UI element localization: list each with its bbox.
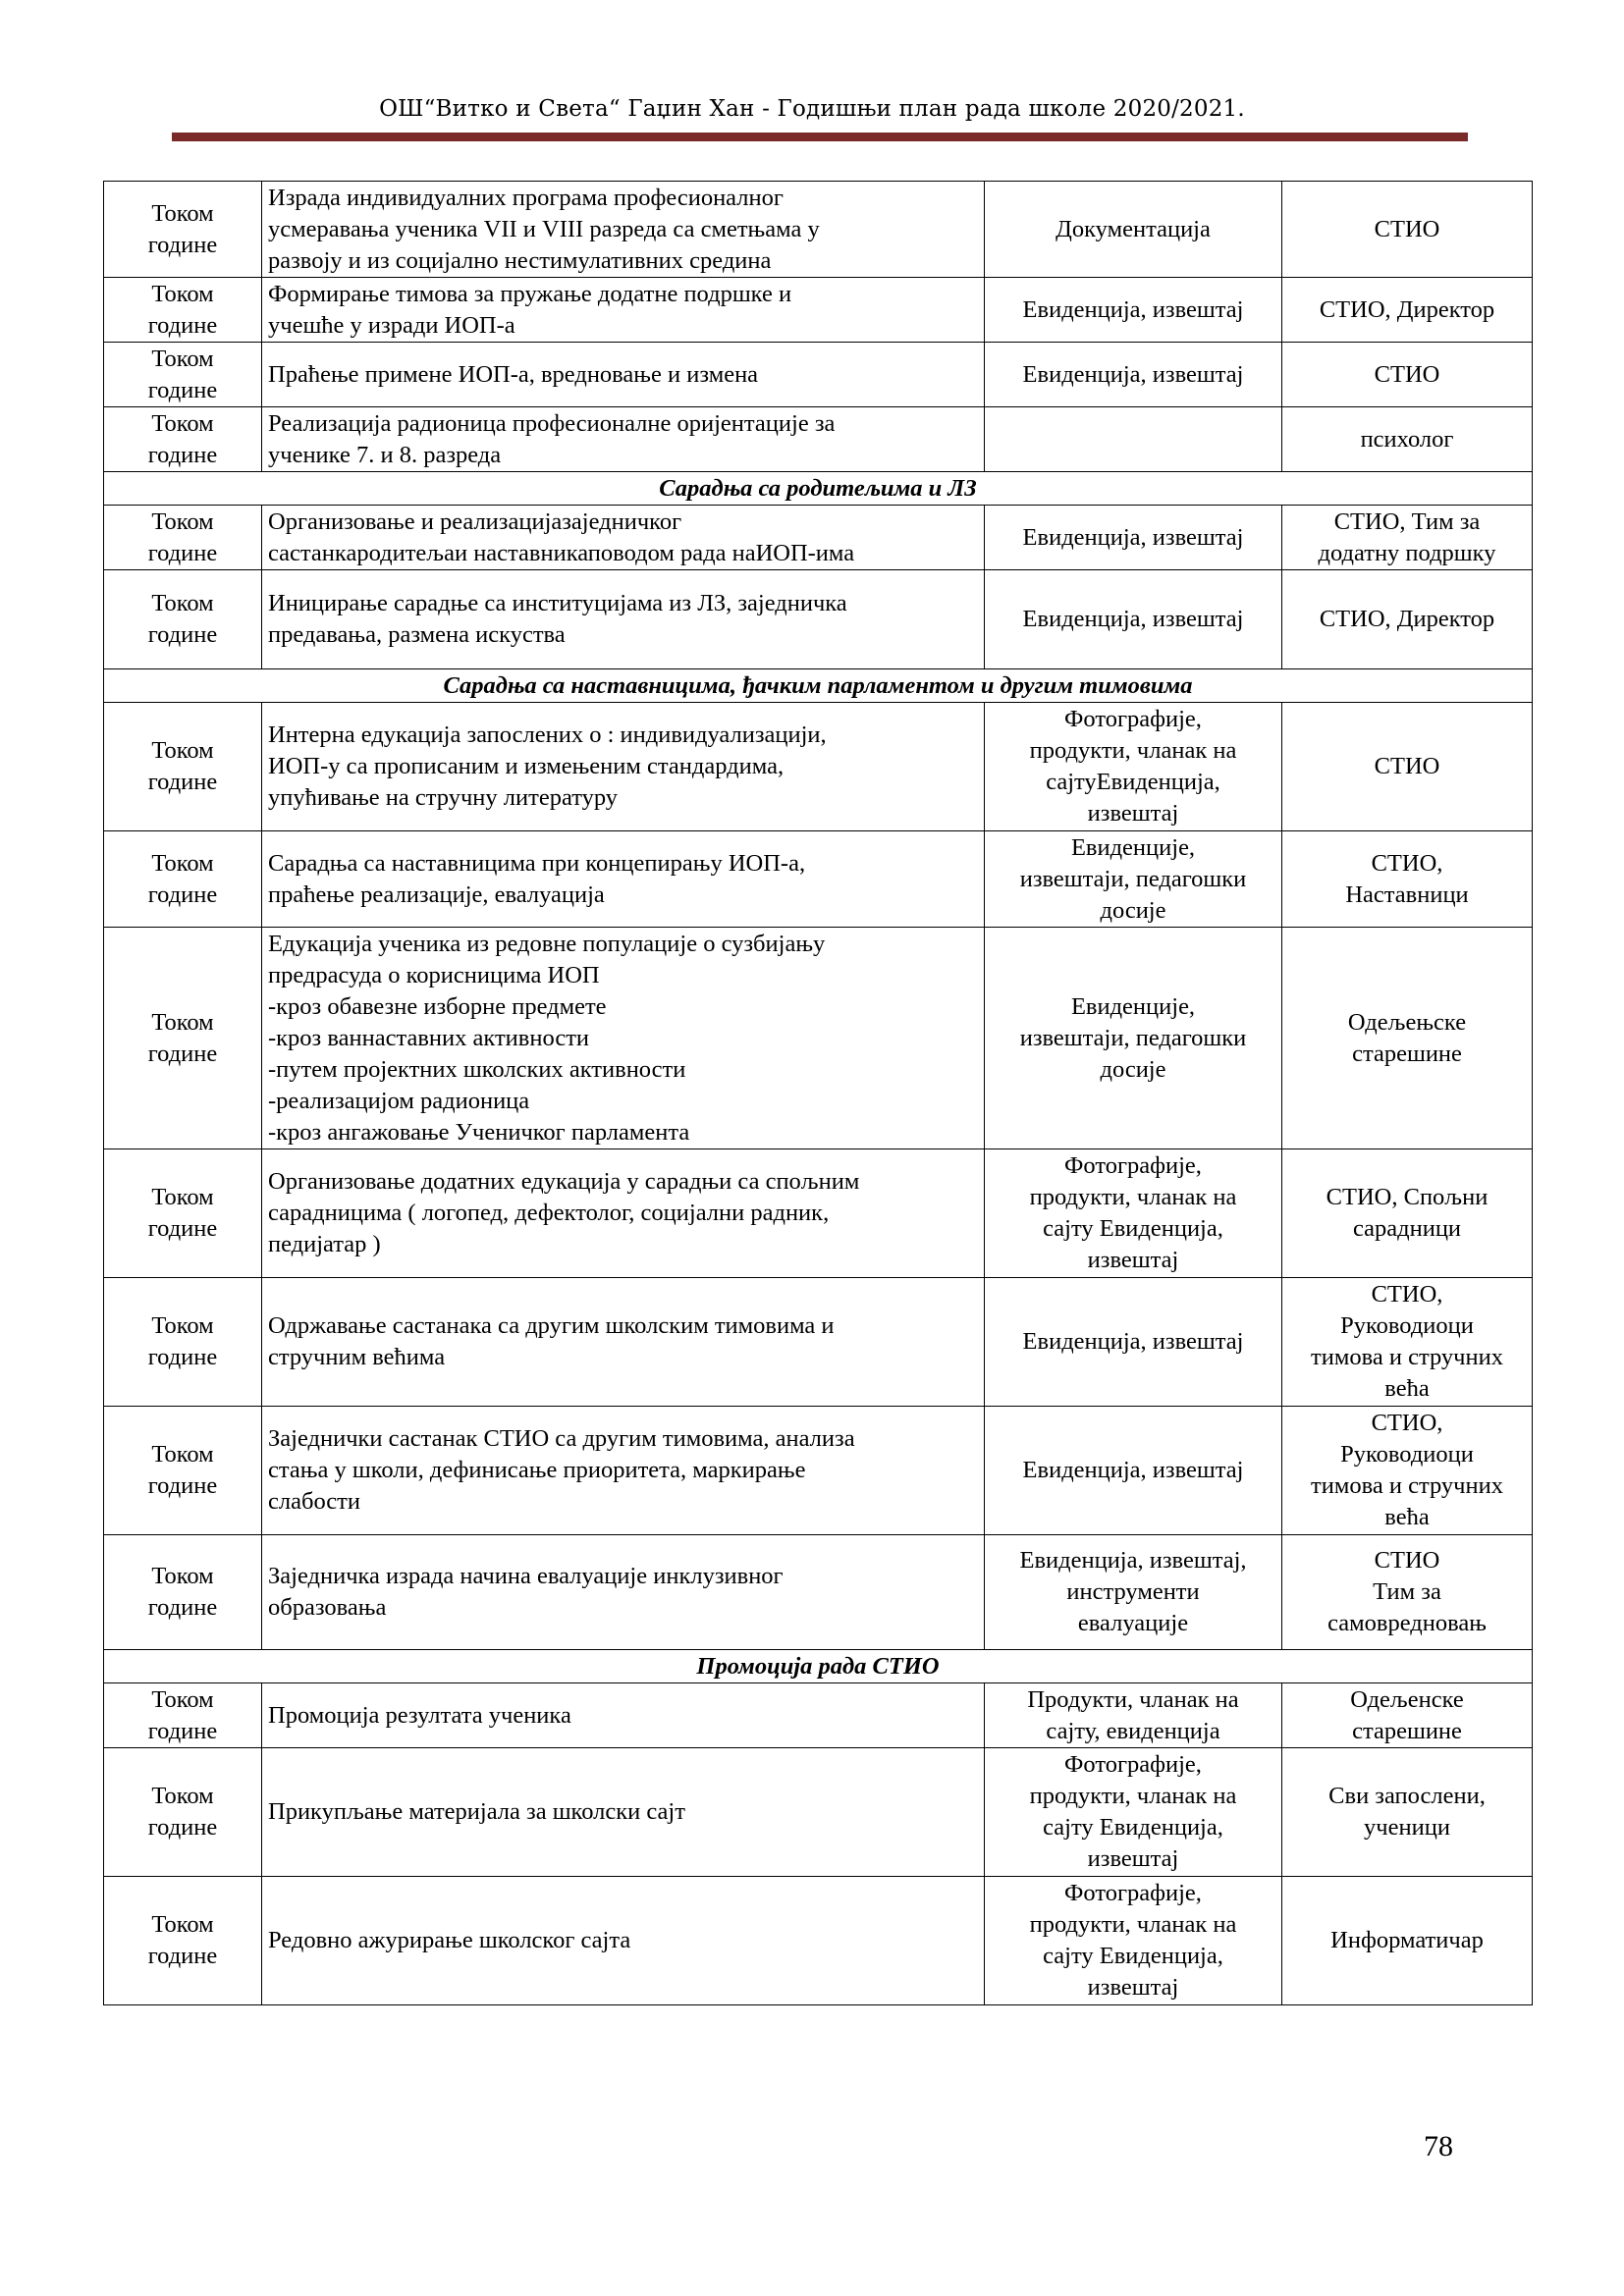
responsible-text-line: Наставници <box>1345 881 1469 908</box>
period-text-line: Током <box>151 199 214 227</box>
documentation-text-line: Евиденције, <box>1070 992 1196 1020</box>
documentation-text-line: сајтуЕвиденција, <box>1046 769 1220 795</box>
activity-cell <box>262 278 985 343</box>
documentation-text-line: извештај <box>1087 800 1179 827</box>
activity-text-line: ученике 7. и 8. разреда <box>268 441 502 468</box>
responsible-text-line: Одељењске <box>1347 1008 1467 1036</box>
documentation-text-line: Фотографије, <box>1064 1751 1202 1778</box>
table-row <box>104 1877 1533 2005</box>
activity-cell <box>262 182 985 278</box>
activity-plan-table <box>103 181 1533 2005</box>
period-text-line: године <box>147 539 218 566</box>
activity-cell <box>262 1748 985 1877</box>
activity-text-line: Организовање и реализацијазаједничког <box>268 507 682 535</box>
activity-text-line: Заједнички састанак СТИО са другим тимовима, анализа <box>268 1425 855 1452</box>
responsible-text-line: ученици <box>1364 1814 1450 1841</box>
documentation-cell <box>985 182 1282 278</box>
table-row <box>104 1748 1533 1877</box>
responsible-text-line: СТИО, <box>1371 1281 1443 1308</box>
activity-text-line: Сарадња са наставницима при концепирању ИОП-а, <box>268 849 806 877</box>
documentation-text-line: сајту, евиденција <box>1046 1717 1220 1744</box>
period-cell <box>104 407 262 472</box>
activity-text-line: усмеравања ученика VII и VIII разреда са сметњама у <box>268 215 820 242</box>
documentation-text-line: продукти, чланак на <box>1029 737 1237 764</box>
documentation-cell <box>985 1877 1282 2005</box>
activity-text-line: образовања <box>268 1594 387 1621</box>
period-cell <box>104 1407 262 1535</box>
activity-text-line: -кроз ваннаставних активности <box>268 1024 590 1051</box>
activity-cell <box>262 928 985 1149</box>
period-text-line: године <box>147 1814 218 1841</box>
responsible-text-line: СТИО <box>1374 1547 1440 1574</box>
table-row <box>104 343 1533 407</box>
activity-text-line: Израда индивидуалних програма професионалног <box>268 184 784 211</box>
documentation-text-line: инструменти <box>1066 1578 1200 1605</box>
period-text-line: године <box>147 621 218 648</box>
responsible-text-line: Руководиоци <box>1340 1441 1474 1468</box>
responsible-cell <box>1282 1407 1533 1535</box>
responsible-text-line: СТИО <box>1374 215 1440 242</box>
activity-text-line: -кроз обавезне изборне предмете <box>268 992 607 1020</box>
period-text-line: Током <box>151 507 214 535</box>
period-text-line: године <box>147 231 218 258</box>
activity-text-line: слабости <box>268 1488 360 1515</box>
documentation-text-line: Евиденције, <box>1070 833 1196 861</box>
period-cell <box>104 1748 262 1877</box>
activity-text-line: Заједничка израда начина евалуације инклузивног <box>268 1563 784 1589</box>
table-row <box>104 703 1533 831</box>
documentation-cell <box>985 1407 1282 1535</box>
period-text-line: године <box>147 1040 218 1067</box>
activity-cell <box>262 570 985 669</box>
responsible-text-line: старешине <box>1352 1717 1462 1744</box>
responsible-cell <box>1282 506 1533 570</box>
responsible-cell <box>1282 1535 1533 1650</box>
documentation-text-line: Фотографије, <box>1064 1152 1202 1179</box>
table-row <box>104 831 1533 928</box>
documentation-text-line: Фотографије, <box>1064 706 1202 732</box>
documentation-text-line: Евиденција, извештај <box>1022 1328 1244 1355</box>
responsible-text-line: СТИО, Спољни <box>1326 1184 1489 1210</box>
period-text-line: године <box>147 1717 218 1744</box>
responsible-cell <box>1282 1149 1533 1278</box>
table-row <box>104 1407 1533 1535</box>
documentation-text-line: продукти, чланак на <box>1029 1911 1237 1938</box>
period-cell <box>104 831 262 928</box>
documentation-cell <box>985 1683 1282 1748</box>
period-text-line: Током <box>151 1441 214 1468</box>
activity-text-line: -реализацијом радионица <box>268 1087 530 1114</box>
page-number: 78 <box>1424 2130 1453 2163</box>
period-cell <box>104 1149 262 1278</box>
period-cell <box>104 1535 262 1650</box>
responsible-cell <box>1282 1748 1533 1877</box>
responsible-text-line: СТИО <box>1374 753 1440 779</box>
responsible-text-line: СТИО, <box>1371 849 1443 877</box>
responsible-text-line: тимова и стручних <box>1311 1472 1503 1499</box>
period-text-line: Током <box>151 1783 214 1809</box>
activity-text-line: педијатар ) <box>268 1231 381 1257</box>
activity-text-line: Промоција резултата ученика <box>268 1701 571 1729</box>
period-cell <box>104 1877 262 2005</box>
period-text-line: године <box>147 1594 218 1621</box>
activity-text-line: Прикупљање материјала за школски сајт <box>268 1798 685 1825</box>
activity-cell <box>262 506 985 570</box>
activity-text-line: Организовање додатних едукација у сарадњи са спољним <box>268 1168 860 1195</box>
activity-cell <box>262 407 985 472</box>
responsible-text-line: психолог <box>1360 425 1454 453</box>
documentation-text-line: сајту Евиденција, <box>1043 1215 1223 1242</box>
responsible-text-line: самовредновањ <box>1327 1610 1487 1636</box>
responsible-text-line: тимова и стручних <box>1311 1344 1503 1370</box>
documentation-text-line: досије <box>1100 1055 1166 1083</box>
section-title: Сарадња са наставницима, ђачким парламентом и другим тимовима <box>104 669 1533 703</box>
table-row <box>104 1278 1533 1407</box>
period-text-line: године <box>147 441 218 468</box>
responsible-cell <box>1282 407 1533 472</box>
activity-text-line: Интерна едукација запослених о : индивидуализацији, <box>268 721 827 748</box>
documentation-text-line: сајту Евиденција, <box>1043 1943 1223 1969</box>
responsible-text-line: сарадници <box>1352 1215 1462 1242</box>
documentation-text-line: Евиденција, извештај <box>1022 606 1244 632</box>
activity-text-line: Формирање тимова за пружање додатне подршке и <box>268 280 792 307</box>
documentation-cell <box>985 703 1282 831</box>
responsible-text-line: СТИО <box>1374 360 1440 388</box>
table-row <box>104 182 1533 278</box>
section-title: Сарадња са родитељима и ЛЗ <box>104 472 1533 506</box>
activity-cell <box>262 1535 985 1650</box>
activity-text-line: предрасуда о корисницима ИОП <box>268 961 600 988</box>
documentation-text-line: извештаји, педагошки <box>1019 1024 1247 1051</box>
table-row <box>104 570 1533 669</box>
period-cell <box>104 928 262 1149</box>
documentation-cell <box>985 1748 1282 1877</box>
documentation-cell <box>985 570 1282 669</box>
responsible-cell <box>1282 1683 1533 1748</box>
activity-text-line: -путем пројектних школских активности <box>268 1055 686 1083</box>
documentation-cell <box>985 343 1282 407</box>
activity-text-line: стручним већима <box>268 1344 446 1370</box>
activity-text-line: Праћење примене ИОП-а, вредновање и измена <box>268 360 759 388</box>
responsible-cell <box>1282 928 1533 1149</box>
period-text-line: године <box>147 376 218 403</box>
activity-text-line: Реализација радионица професионалне оријентације за <box>268 409 836 437</box>
responsible-text-line: Информатичар <box>1330 1927 1484 1953</box>
responsible-text-line: Руководиоци <box>1340 1312 1474 1339</box>
documentation-cell <box>985 1149 1282 1278</box>
documentation-text-line: евалуације <box>1077 1610 1189 1636</box>
responsible-cell <box>1282 1877 1533 2005</box>
documentation-text-line: досије <box>1100 896 1166 924</box>
documentation-text-line: Фотографије, <box>1064 1880 1202 1906</box>
documentation-cell <box>985 831 1282 928</box>
page-header-title: ОШ“Витко и Света“ Гаџин Хан - Годишњи план рада школе 2020/2021. <box>379 96 1245 122</box>
period-text-line: Током <box>151 849 214 877</box>
period-cell <box>104 506 262 570</box>
period-text-line: Током <box>151 1911 214 1938</box>
period-text-line: године <box>147 769 218 795</box>
responsible-text-line: СТИО, Директор <box>1319 295 1495 323</box>
activity-text-line: Редовно ажурирање школског сајта <box>268 1927 631 1953</box>
documentation-text-line: Евиденција, извештај <box>1022 295 1244 323</box>
activity-cell <box>262 831 985 928</box>
period-cell <box>104 703 262 831</box>
period-text-line: Током <box>151 409 214 437</box>
responsible-text-line: Сви запослени, <box>1328 1783 1486 1809</box>
activity-text-line: сарадницима ( логопед, дефектолог, социјални радник, <box>268 1200 830 1226</box>
section-header-row <box>104 1650 1533 1683</box>
responsible-text-line: додатну подршку <box>1318 539 1496 566</box>
period-cell <box>104 1278 262 1407</box>
documentation-cell <box>985 506 1282 570</box>
responsible-text-line: СТИО, Директор <box>1319 606 1495 632</box>
activity-cell <box>262 1407 985 1535</box>
documentation-cell <box>985 1278 1282 1407</box>
activity-text-line: Одржавање састанака са другим школским тимовима и <box>268 1312 835 1339</box>
documentation-text-line: Продукти, чланак на <box>1027 1685 1239 1713</box>
responsible-cell <box>1282 831 1533 928</box>
documentation-text-line: Евиденција, извештај, <box>1019 1547 1247 1574</box>
period-text-line: године <box>147 311 218 339</box>
activity-cell <box>262 1683 985 1748</box>
documentation-text-line: продукти, чланак на <box>1029 1783 1237 1809</box>
documentation-text-line: извештај <box>1087 1974 1179 2001</box>
activity-text-line: састанкародитељаи наставникаповодом рада наИОП-има <box>268 539 855 566</box>
period-cell <box>104 182 262 278</box>
activity-text-line: учешће у изради ИОП-а <box>268 311 515 339</box>
table-row <box>104 928 1533 1149</box>
activity-text-line: развоју и из социјално нестимулативних средина <box>268 246 772 274</box>
responsible-cell <box>1282 278 1533 343</box>
period-text-line: Током <box>151 1563 214 1589</box>
responsible-text-line: већа <box>1384 1504 1430 1530</box>
period-cell <box>104 278 262 343</box>
activity-text-line: предавања, размена искуства <box>268 621 566 648</box>
table-row <box>104 407 1533 472</box>
period-text-line: Током <box>151 590 214 616</box>
header-divider <box>172 133 1468 141</box>
section-header-row <box>104 472 1533 506</box>
documentation-cell <box>985 278 1282 343</box>
period-cell <box>104 570 262 669</box>
responsible-cell <box>1282 570 1533 669</box>
period-text-line: године <box>147 1344 218 1370</box>
documentation-text-line: сајту Евиденција, <box>1043 1814 1223 1841</box>
documentation-text-line: извештај <box>1087 1247 1179 1273</box>
responsible-cell <box>1282 182 1533 278</box>
documentation-text-line: извештаји, педагошки <box>1019 865 1247 892</box>
table-row <box>104 506 1533 570</box>
activity-cell <box>262 1149 985 1278</box>
table-row <box>104 1535 1533 1650</box>
period-text-line: Током <box>151 345 214 372</box>
documentation-text-line: Документација <box>1056 215 1211 242</box>
documentation-text-line: продукти, чланак на <box>1029 1184 1237 1210</box>
activity-cell <box>262 343 985 407</box>
period-text-line: године <box>147 1215 218 1242</box>
documentation-text-line: извештај <box>1087 1845 1179 1872</box>
period-text-line: Током <box>151 280 214 307</box>
table-row <box>104 1683 1533 1748</box>
responsible-cell <box>1282 343 1533 407</box>
documentation-cell <box>985 928 1282 1149</box>
activity-cell <box>262 703 985 831</box>
period-text-line: године <box>147 1472 218 1499</box>
period-text-line: године <box>147 1943 218 1969</box>
documentation-text-line: Евиденција, извештај <box>1022 1457 1244 1483</box>
documentation-text-line: Евиденција, извештај <box>1022 523 1244 551</box>
responsible-text-line: СТИО, Тим за <box>1333 507 1481 535</box>
section-title: Промоција рада СТИО <box>104 1650 1533 1683</box>
responsible-text-line: већа <box>1384 1375 1430 1402</box>
activity-text-line: Едукација ученика из редовне популације о сузбијању <box>268 930 826 957</box>
responsible-text-line: Тим за <box>1373 1578 1441 1605</box>
responsible-cell <box>1282 703 1533 831</box>
documentation-cell <box>985 407 1282 472</box>
activity-text-line: -кроз ангажовање Ученичког парламента <box>268 1118 690 1146</box>
responsible-text-line: СТИО, <box>1371 1410 1443 1436</box>
activity-text-line: праћење реализације, евалуација <box>268 881 605 908</box>
activity-cell <box>262 1877 985 2005</box>
period-text-line: године <box>147 881 218 908</box>
period-text-line: Током <box>151 1008 214 1036</box>
activity-text-line: упућивање на стручну литературу <box>268 784 619 811</box>
documentation-cell <box>985 1535 1282 1650</box>
section-header-row <box>104 669 1533 703</box>
responsible-cell <box>1282 1278 1533 1407</box>
period-text-line: Током <box>151 1184 214 1210</box>
table-row <box>104 1149 1533 1278</box>
activity-text-line: Иницирање сарадње са институцијама из ЛЗ, заједничка <box>268 590 847 616</box>
period-cell <box>104 1683 262 1748</box>
period-cell <box>104 343 262 407</box>
responsible-text-line: старешине <box>1352 1040 1462 1067</box>
activity-text-line: ИОП-у са прописаним и измењеним стандардима, <box>268 753 785 779</box>
documentation-text-line: Евиденција, извештај <box>1022 360 1244 388</box>
period-text-line: Током <box>151 737 214 764</box>
table-row <box>104 278 1533 343</box>
activity-text-line: стања у школи, дефинисање приоритета, маркирање <box>268 1457 806 1483</box>
period-text-line: Током <box>151 1312 214 1339</box>
period-text-line: Током <box>151 1685 214 1713</box>
responsible-text-line: Одељенске <box>1350 1685 1464 1713</box>
activity-cell <box>262 1278 985 1407</box>
